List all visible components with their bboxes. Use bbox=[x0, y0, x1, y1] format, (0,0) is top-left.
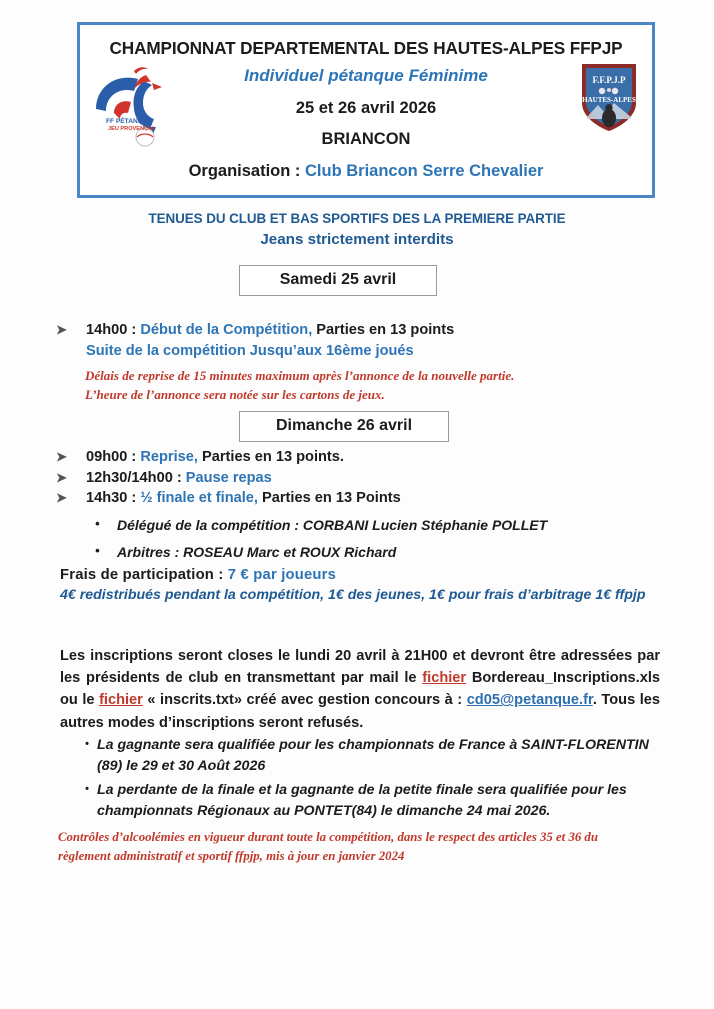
dot-bullet-icon: • bbox=[95, 516, 100, 531]
schedule-row bbox=[56, 488, 676, 509]
qualification-runner-up: La perdante de la finale et la gagnante de la petite finale sera qualifiée pour les championnats Régionaux au PONTET(84) le dimanche 24 mai 2026. bbox=[97, 781, 627, 819]
schedule-time: 14h00 : bbox=[86, 322, 141, 338]
schedule-sunday bbox=[56, 447, 676, 509]
dot-bullet-icon: • bbox=[85, 738, 89, 750]
schedule-rest: Parties en 13 points bbox=[312, 322, 455, 338]
participation-fees bbox=[60, 567, 670, 603]
registration-part-1: Les inscriptions seront closes le lundi 20 avril à 21H00 et devront être adressées par les présidents de club en transmettant par mail le bbox=[60, 648, 660, 687]
fichier-link-2[interactable]: fichier bbox=[99, 692, 143, 709]
organisation-label: Organisation : bbox=[188, 162, 305, 180]
page-title: CHAMPIONNAT DEPARTEMENTAL DES HAUTES-ALPES FFPJP bbox=[109, 38, 623, 58]
dresscode-line-1: TENUES DU CLUB ET BAS SPORTIFS DES LA PREMIERE PARTIE bbox=[148, 211, 566, 226]
schedule-rest: Parties en 13 points. bbox=[197, 449, 344, 465]
svg-text:FF PÉTANQUE: FF PÉTANQUE bbox=[106, 118, 153, 125]
resume-delay-note-line-2: L’heure de l’annonce sera notée sur les cartons de jeux. bbox=[85, 386, 385, 402]
fees-line bbox=[60, 567, 670, 583]
registration-part-4: . Tous les autres modes d’inscriptions seront refusés. bbox=[60, 692, 661, 731]
event-dates: 25 et 26 avril 2026 bbox=[295, 99, 437, 117]
officials-list bbox=[95, 512, 655, 565]
ffpjp-hautes-alpes-shield bbox=[578, 59, 640, 135]
schedule-time: 09h00 : bbox=[86, 449, 141, 465]
schedule-rest: Parties en 13 Points bbox=[257, 490, 401, 507]
dot-bullet-icon: • bbox=[95, 542, 100, 558]
arrow-bullet-icon: ➤ bbox=[56, 449, 67, 464]
fees-breakdown: 4€ redistribués pendant la compétition, 1€ des jeunes, 1€ pour frais d’arbitrage 1€ ffpjp bbox=[60, 587, 646, 603]
arrow-bullet-icon: ➤ bbox=[56, 469, 67, 485]
organisation-line bbox=[90, 162, 642, 181]
list-item bbox=[95, 539, 655, 566]
registration-part-3: « inscrits.txt» créé avec gestion concours à : bbox=[142, 692, 467, 709]
schedule-row-text bbox=[86, 447, 344, 468]
alcohol-control-note-line-1: Contrôles d’alcoolémies en vigueur durant toute la compétition, dans le respect des articles 35 et 36 du bbox=[58, 830, 598, 844]
official-delegate: Délégué de la compétition : CORBANI Lucien Stéphanie POLLET bbox=[117, 517, 548, 533]
list-item bbox=[95, 512, 655, 539]
fees-label: Frais de participation : bbox=[60, 567, 228, 583]
schedule-row-text bbox=[86, 488, 401, 509]
list-item bbox=[85, 735, 665, 778]
arrow-bullet-icon: ➤ bbox=[56, 322, 67, 337]
schedule-accent: ½ finale et finale, bbox=[140, 490, 258, 507]
official-referees: Arbitres : ROSEAU Marc et ROUX Richard bbox=[117, 543, 397, 560]
alcohol-control-note bbox=[58, 828, 648, 865]
dresscode-notice bbox=[0, 211, 714, 248]
schedule-row-text bbox=[86, 468, 272, 489]
ff-petanque-rooster-logo bbox=[90, 57, 172, 149]
schedule-accent: Pause repas bbox=[185, 469, 272, 486]
svg-text:F.F.P.J.P: F.F.P.J.P bbox=[592, 75, 626, 85]
alcohol-control-note-line-2: règlement administratif et sportif ffpjp, mis à jour en janvier 2024 bbox=[58, 848, 405, 863]
schedule-row bbox=[56, 320, 676, 341]
day-header-saturday: Samedi 25 avril bbox=[239, 265, 437, 296]
list-item bbox=[85, 780, 665, 823]
schedule-accent: Début de la Compétition, bbox=[140, 322, 313, 338]
qualification-list bbox=[85, 735, 665, 824]
schedule-continuation: Suite de la compétition Jusqu’aux 16ème joués bbox=[86, 342, 414, 359]
fees-amount: 7 € par joueurs bbox=[227, 567, 337, 583]
fichier-link-1[interactable]: fichier bbox=[422, 670, 467, 687]
schedule-accent: Reprise, bbox=[140, 449, 198, 465]
qualification-winner: La gagnante sera qualifiée pour les championnats de France à SAINT-FLORENTIN (89) le 29 et 30 Août 2026 bbox=[97, 737, 649, 775]
schedule-time: 12h30/14h00 : bbox=[86, 469, 186, 486]
dot-bullet-icon: • bbox=[85, 782, 89, 795]
organisation-value: Club Briancon Serre Chevalier bbox=[305, 162, 544, 180]
title-center-stack bbox=[90, 66, 642, 181]
event-type: Individuel pétanque Féminime bbox=[244, 66, 488, 85]
schedule-time: 14h30 : bbox=[86, 490, 141, 507]
svg-text:JEU PROVENÇAL: JEU PROVENÇAL bbox=[108, 126, 156, 132]
schedule-row bbox=[56, 447, 676, 468]
schedule-row bbox=[56, 468, 676, 489]
event-city: BRIANCON bbox=[321, 130, 411, 148]
schedule-row-text bbox=[86, 320, 454, 341]
registration-part-2: Bordereau_Inscriptions.xls ou le bbox=[60, 670, 660, 709]
event-title-box bbox=[77, 22, 655, 198]
registration-paragraph bbox=[60, 645, 660, 734]
dresscode-line-2: Jeans strictement interdits bbox=[260, 231, 454, 248]
schedule-saturday bbox=[56, 320, 676, 363]
day-header-sunday: Dimanche 26 avril bbox=[239, 411, 449, 442]
resume-delay-note bbox=[85, 367, 645, 405]
svg-text:HAUTES-ALPES: HAUTES-ALPES bbox=[582, 96, 636, 104]
arrow-bullet-icon: ➤ bbox=[56, 490, 67, 506]
email-link[interactable]: cd05@petanque.fr bbox=[466, 692, 593, 709]
resume-delay-note-line-1: Délais de reprise de 15 minutes maximum après l’annonce de la nouvelle partie. bbox=[85, 368, 515, 383]
